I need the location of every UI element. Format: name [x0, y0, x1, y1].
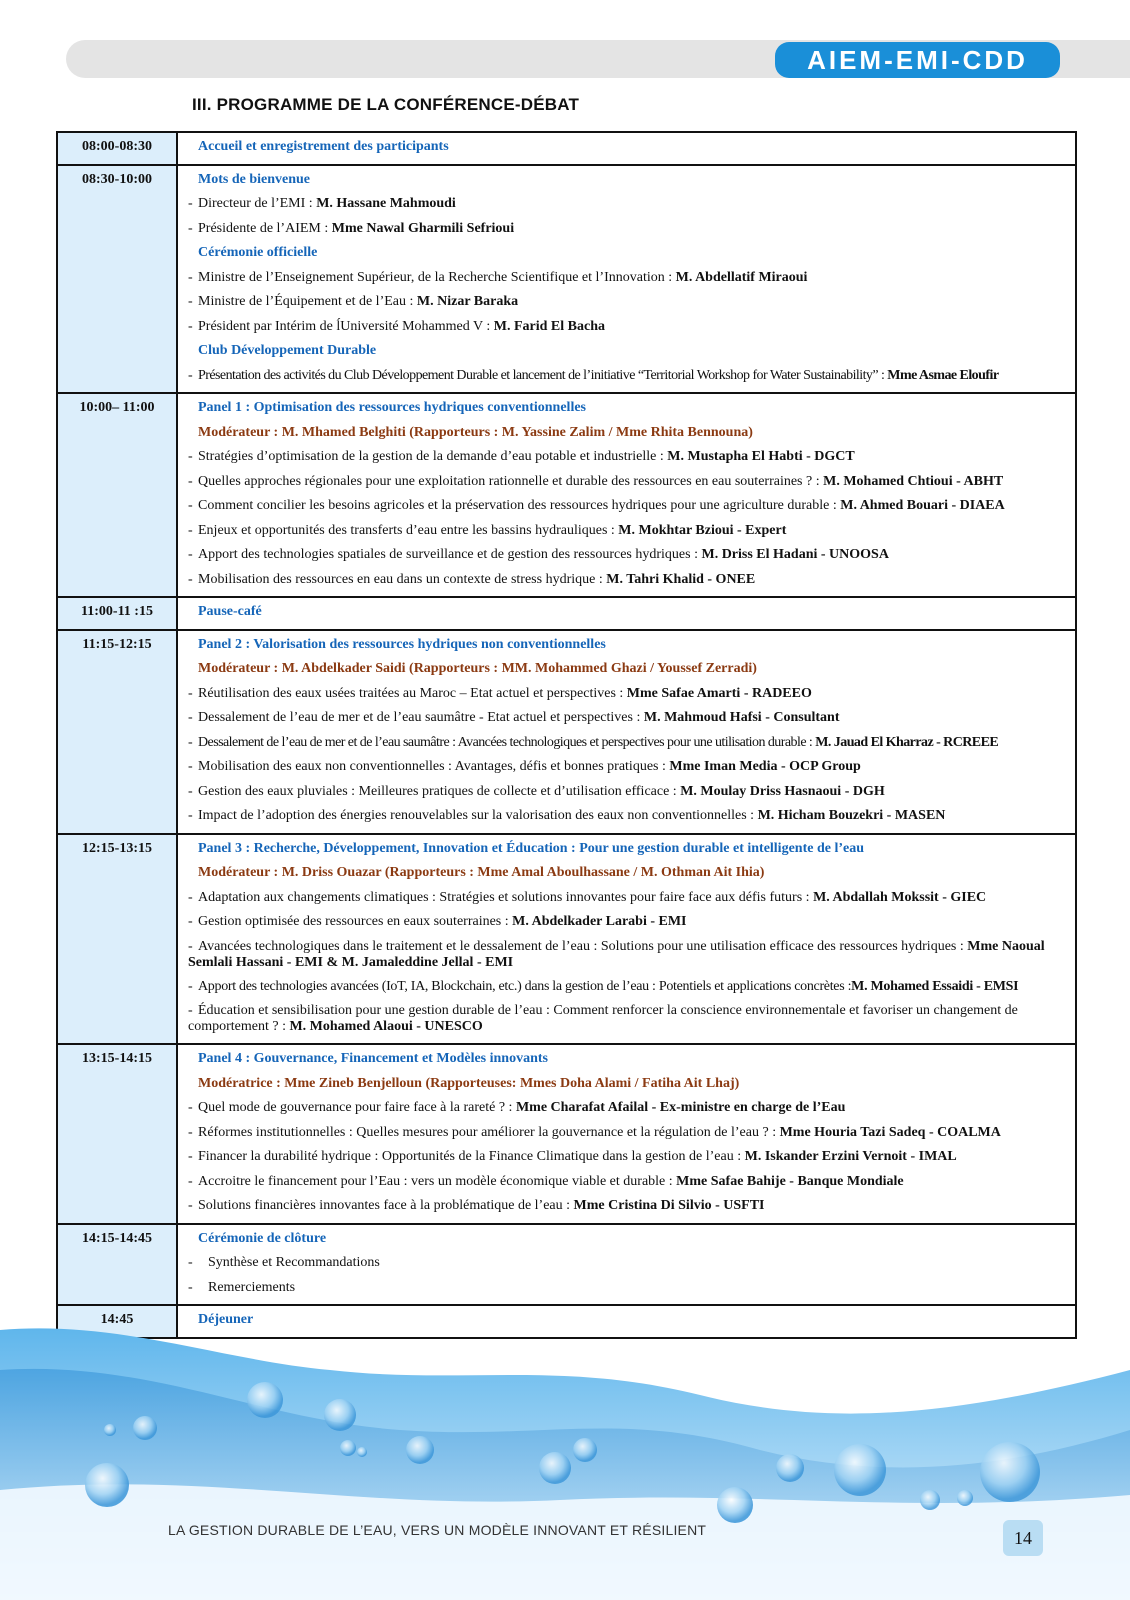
talk-title: Quel mode de gouvernance pour faire face à la rareté ? :: [198, 1100, 516, 1115]
speaker-name: M. Jauad El Kharraz - RCREEE: [815, 734, 999, 750]
moderator-line: Modérateur : M. Driss Ouazar (Rapporteurs : Mme Amal Aboulhassane / M. Othman Ait Ihia): [198, 865, 765, 880]
talk-title: Ministre de l’Équipement et de l’Eau :: [198, 294, 417, 309]
speaker-name: Mme Safae Amarti - RADEEO: [626, 685, 812, 701]
time-slot: 14:15-14:45: [57, 1224, 177, 1306]
water-wave-decoration: [0, 1300, 1130, 1600]
talk-item: - Quel mode de gouvernance pour faire face à la rareté ? : Mme Charafat Afailal - Ex-ministre en charge de l’Eau: [188, 1100, 846, 1115]
programme-row: [57, 165, 1076, 394]
time-slot: 08:00-08:30: [57, 132, 177, 165]
talk-item: - Adaptation aux changements climatiques : Stratégies et solutions innovantes pour faire face aux défis futurs : M. Abdallah Mokssit - GIEC: [188, 889, 987, 905]
talk-item: - Dessalement de l’eau de mer et de l’eau saumâtre - Etat actuel et perspectives : M. Mahmoud Hafsi - Consultant: [188, 710, 840, 725]
talk-title: Mobilisation des ressources en eau dans un contexte de stress hydrique :: [198, 571, 607, 587]
closing-item: - Remerciements: [188, 1279, 296, 1295]
programme-row: [57, 1224, 1076, 1306]
time-slot: 11:00-11 :15: [57, 597, 177, 630]
time-slot: 12:15-13:15: [57, 834, 177, 1045]
talk-item: - Président par Intérim de ĺUniversité Mohammed V : M. Farid El Bacha: [188, 318, 605, 334]
speaker-name: M. Mahmoud Hafsi - Consultant: [643, 710, 840, 725]
session-heading: Cérémonie de clôture: [198, 1230, 327, 1246]
speaker-name: M. Mustapha El Habti - DGCT: [667, 449, 855, 464]
speaker-name: M. Mohamed Chtioui - ABHT: [823, 473, 1004, 489]
talk-title: Quelles approches régionales pour une exploitation rationnelle et durable des ressources en eau souterraines ? :: [198, 473, 824, 489]
speaker-name: M. Abdellatif Miraoui: [675, 269, 808, 285]
speaker-name: Mme Houria Tazi Sadeq - COALMA: [779, 1124, 1001, 1140]
talk-item: - Stratégies d’optimisation de la gestion de la demande d’eau potable et industrielle : M. Mustapha El Habti - DGCT: [188, 449, 855, 464]
session-heading: Panel 1 : Optimisation des ressources hydriques conventionnelles: [198, 400, 587, 415]
talk-item: - Présentation des activités du Club Développement Durable et lancement de l’initiative “Territorial Workshop for Water Sustainability” : Mme Asmae Eloufir: [188, 367, 999, 383]
talk-item: - Ministre de l’Enseignement Supérieur, de la Recherche Scientifique et l’Innovation : M. Abdellatif Miraoui: [188, 269, 808, 285]
talk-title: Président par Intérim de ĺUniversité Mohammed V :: [198, 318, 494, 334]
talk-title: Comment concilier les besoins agricoles et la préservation des ressources hydriques pour une agriculture durable :: [198, 498, 841, 513]
talk-title: Avancées technologiques dans le traitement et le dessalement de l’eau : Solutions pour une utilisation efficace des ressources hydriques :: [198, 938, 968, 954]
talk-title: Réformes institutionnelles : Quelles mesures pour améliorer la gouvernance et la régulation de l’eau ? :: [198, 1124, 780, 1140]
moderator-line: Modérateur : M. Mhamed Belghiti (Rapporteurs : M. Yassine Zalim / Mme Rhita Bennouna): [198, 424, 753, 440]
speaker-name: Mme Cristina Di Silvio - USFTI: [573, 1198, 765, 1213]
programme-table: [56, 131, 1077, 1339]
talk-title: Dessalement de l’eau de mer et de l’eau saumâtre - Etat actuel et perspectives :: [198, 710, 644, 725]
talk-item: - Enjeux et opportunités des transferts d’eau entre les bassins hydrauliques : M. Mokhtar Bzioui - Expert: [188, 522, 787, 538]
session-content: [177, 1044, 1076, 1224]
talk-item: - Avancées technologiques dans le traitement et le dessalement de l’eau : Solutions pour une utilisation efficace des ressources hydriques : Mme Naoual Semlali Hassani - EMI & M. Jamaleddine Jellal - EMI: [188, 938, 1045, 970]
session-content: [177, 165, 1076, 394]
talk-title: Directeur de l’EMI :: [198, 196, 317, 211]
session-heading: Club Développement Durable: [198, 343, 377, 358]
programme-row: [57, 597, 1076, 630]
time-slot: 10:00– 11:00: [57, 393, 177, 597]
brand-badge: AIEM-EMI-CDD: [775, 42, 1060, 78]
session-heading: Mots de bienvenue: [198, 171, 310, 187]
speaker-name: Mme Asmae Eloufir: [887, 367, 999, 383]
speaker-name: M. Abdallah Mokssit - GIEC: [813, 889, 987, 905]
programme-row: [57, 630, 1076, 834]
session-content: [177, 1224, 1076, 1306]
time-slot: 14:45: [57, 1305, 177, 1338]
session-heading: Panel 4 : Gouvernance, Financement et Modèles innovants: [198, 1051, 548, 1066]
session-heading: Pause-café: [198, 604, 262, 619]
session-heading: Cérémonie officielle: [198, 245, 318, 260]
session-heading: Accueil et enregistrement des participants: [198, 139, 449, 154]
time-slot: 13:15-14:15: [57, 1044, 177, 1224]
talk-title: Présentation des activités du Club Développement Durable et lancement de l’initiative “Territorial Workshop for Water Sustainability” :: [198, 367, 888, 383]
talk-title: Solutions financières innovantes face à la problématique de l’eau :: [198, 1198, 574, 1213]
talk-item: - Réformes institutionnelles : Quelles mesures pour améliorer la gouvernance et la régulation de l’eau ? : Mme Houria Tazi Sadeq - COALMA: [188, 1124, 1001, 1140]
talk-item: - Solutions financières innovantes face à la problématique de l’eau : Mme Cristina Di Silvio - USFTI: [188, 1198, 765, 1213]
talk-item: - Apport des technologies avancées (IoT, IA, Blockchain, etc.) dans la gestion de l’eau : Potentiels et applications concrètes :M. Mohamed Essaidi - EMSI: [188, 978, 1019, 994]
programme-row: [57, 132, 1076, 165]
talk-item: - Impact de l’adoption des énergies renouvelables sur la valorisation des eaux non conventionnelles : M. Hicham Bouzekri - MASEN: [188, 808, 946, 823]
talk-title: Éducation et sensibilisation pour une gestion durable de l’eau : Comment renforcer la conscience environnementale et favoriser un changement de comportement ? :: [188, 1003, 1018, 1034]
talk-title: Présidente de l’AIEM :: [198, 220, 332, 236]
speaker-name: M. Mokhtar Bzioui - Expert: [618, 522, 787, 538]
speaker-name: Mme Naoual Semlali Hassani - EMI & M. Jamaleddine Jellal - EMI: [188, 938, 1045, 970]
speaker-name: M. Moulay Driss Hasnaoui - DGH: [680, 783, 885, 799]
speaker-name: Mme Nawal Gharmili Sefrioui: [331, 220, 515, 236]
programme-row: [57, 393, 1076, 597]
talk-item: - Réutilisation des eaux usées traitées au Maroc – Etat actuel et perspectives : Mme Safae Amarti - RADEEO: [188, 685, 812, 701]
talk-title: Remerciements: [208, 1279, 296, 1295]
time-slot: 11:15-12:15: [57, 630, 177, 834]
talk-title: Dessalement de l’eau de mer et de l’eau saumâtre : Avancées technologiques et perspectives pour une utilisation durable :: [198, 734, 816, 750]
speaker-name: M. Tahri Khalid - ONEE: [606, 571, 756, 587]
session-heading: Panel 3 : Recherche, Développement, Innovation et Éducation : Pour une gestion durable et intelligente de l’eau: [198, 840, 864, 856]
time-slot: 08:30-10:00: [57, 165, 177, 394]
speaker-name: M. Hassane Mahmoudi: [316, 196, 456, 211]
speaker-name: Mme Safae Bahije - Banque Mondiale: [676, 1173, 904, 1189]
speaker-name: M. Nizar Baraka: [416, 294, 519, 309]
programme-row: [57, 1044, 1076, 1224]
talk-item: - Apport des technologies spatiales de surveillance et de gestion des ressources hydriques : M. Driss El Hadani - UNOOSA: [188, 547, 889, 562]
talk-title: Apport des technologies spatiales de surveillance et de gestion des ressources hydriques :: [198, 547, 702, 562]
page-number: 14: [1003, 1520, 1043, 1556]
talk-title: Adaptation aux changements climatiques : Stratégies et solutions innovantes pour faire face aux défis futurs :: [198, 889, 814, 905]
talk-item: - Quelles approches régionales pour une exploitation rationnelle et durable des ressources en eau souterraines ? : M. Mohamed Chtioui - ABHT: [188, 473, 1004, 489]
talk-item: - Dessalement de l’eau de mer et de l’eau saumâtre : Avancées technologiques et perspectives pour une utilisation durable : M. Jauad El Kharraz - RCREEE: [188, 734, 999, 750]
session-heading: Déjeuner: [198, 1312, 254, 1327]
talk-title: Impact de l’adoption des énergies renouvelables sur la valorisation des eaux non conventionnelles :: [198, 808, 758, 823]
talk-title: Apport des technologies avancées (IoT, IA, Blockchain, etc.) dans la gestion de l’eau : Potentiels et applications concrètes :: [198, 978, 852, 994]
speaker-name: M. Mohamed Essaidi - EMSI: [851, 978, 1019, 994]
talk-title: Gestion des eaux pluviales : Meilleures pratiques de collecte et d’utilisation efficace :: [198, 783, 681, 799]
speaker-name: Mme Iman Media - OCP Group: [669, 759, 861, 774]
talk-item: - Financer la durabilité hydrique : Opportunités de la Finance Climatique dans la gestion de l’eau : M. Iskander Erzini Vernoit - IMAL: [188, 1149, 957, 1164]
speaker-name: M. Driss El Hadani - UNOOSA: [701, 547, 889, 562]
speaker-name: M. Ahmed Bouari - DIAEA: [840, 498, 1005, 513]
talk-item: - Mobilisation des ressources en eau dans un contexte de stress hydrique : M. Tahri Khalid - ONEE: [188, 571, 756, 587]
talk-title: Enjeux et opportunités des transferts d’eau entre les bassins hydrauliques :: [198, 522, 619, 538]
talk-item: - Présidente de l’AIEM : Mme Nawal Gharmili Sefrioui: [188, 220, 515, 236]
talk-item: - Directeur de l’EMI : M. Hassane Mahmoudi: [188, 196, 456, 211]
talk-title: Réutilisation des eaux usées traitées au Maroc – Etat actuel et perspectives :: [198, 685, 627, 701]
footer-tagline: LA GESTION DURABLE DE L’EAU, VERS UN MODÈLE INNOVANT ET RÉSILIENT: [168, 1522, 707, 1538]
speaker-name: M. Abdelkader Larabi - EMI: [512, 914, 687, 929]
programme-row: [57, 834, 1076, 1045]
session-content: [177, 630, 1076, 834]
talk-item: - Ministre de l’Équipement et de l’Eau : M. Nizar Baraka: [188, 294, 519, 309]
talk-item: - Mobilisation des eaux non conventionnelles : Avantages, défis et bonnes pratiques : Mme Iman Media - OCP Group: [188, 759, 861, 774]
talk-item: - Comment concilier les besoins agricoles et la préservation des ressources hydriques pour une agriculture durable : M. Ahmed Bouari - DIAEA: [188, 498, 1005, 513]
talk-item: - Gestion optimisée des ressources en eaux souterraines : M. Abdelkader Larabi - EMI: [188, 914, 687, 929]
talk-title: Gestion optimisée des ressources en eaux souterraines :: [198, 914, 513, 929]
talk-title: Synthèse et Recommandations: [208, 1255, 380, 1270]
moderator-line: Modératrice : Mme Zineb Benjelloun (Rapporteuses: Mmes Doha Alami / Fatiha Ait Lhaj): [198, 1075, 740, 1091]
talk-title: Financer la durabilité hydrique : Opportunités de la Finance Climatique dans la gestion de l’eau :: [198, 1149, 745, 1164]
moderator-line: Modérateur : M. Abdelkader Saidi (Rapporteurs : MM. Mohammed Ghazi / Youssef Zerradi): [198, 661, 757, 676]
speaker-name: M. Mohamed Alaoui - UNESCO: [289, 1019, 483, 1034]
speaker-name: M. Iskander Erzini Vernoit - IMAL: [744, 1149, 957, 1164]
talk-title: Accroitre le financement pour l’Eau : vers un modèle économique viable et durable :: [198, 1173, 677, 1189]
speaker-name: M. Hicham Bouzekri - MASEN: [757, 808, 946, 823]
speaker-name: Mme Charafat Afailal - Ex-ministre en charge de l’Eau: [515, 1100, 846, 1115]
talk-item: - Gestion des eaux pluviales : Meilleures pratiques de collecte et d’utilisation efficace : M. Moulay Driss Hasnaoui - DGH: [188, 783, 885, 799]
closing-item: - Synthèse et Recommandations: [188, 1255, 380, 1270]
talk-item: - Accroitre le financement pour l’Eau : vers un modèle économique viable et durable : Mme Safae Bahije - Banque Mondiale: [188, 1173, 904, 1189]
session-heading: Panel 2 : Valorisation des ressources hydriques non conventionnelles: [198, 636, 606, 652]
session-content: [177, 834, 1076, 1045]
talk-title: Ministre de l’Enseignement Supérieur, de la Recherche Scientifique et l’Innovation :: [198, 269, 676, 285]
session-content: [177, 597, 1076, 630]
talk-title: Stratégies d’optimisation de la gestion de la demande d’eau potable et industrielle :: [198, 449, 668, 464]
talk-item: - Éducation et sensibilisation pour une gestion durable de l’eau : Comment renforcer la conscience environnementale et favoriser un changement de comportement ? : M. Mohamed Alaoui - UNESCO: [188, 1003, 1018, 1034]
session-content: [177, 132, 1076, 165]
session-content: [177, 393, 1076, 597]
speaker-name: M. Farid El Bacha: [493, 318, 605, 334]
section-title: III. PROGRAMME DE LA CONFÉRENCE-DÉBAT: [192, 95, 580, 114]
talk-title: Mobilisation des eaux non conventionnelles : Avantages, défis et bonnes pratiques :: [198, 759, 670, 774]
